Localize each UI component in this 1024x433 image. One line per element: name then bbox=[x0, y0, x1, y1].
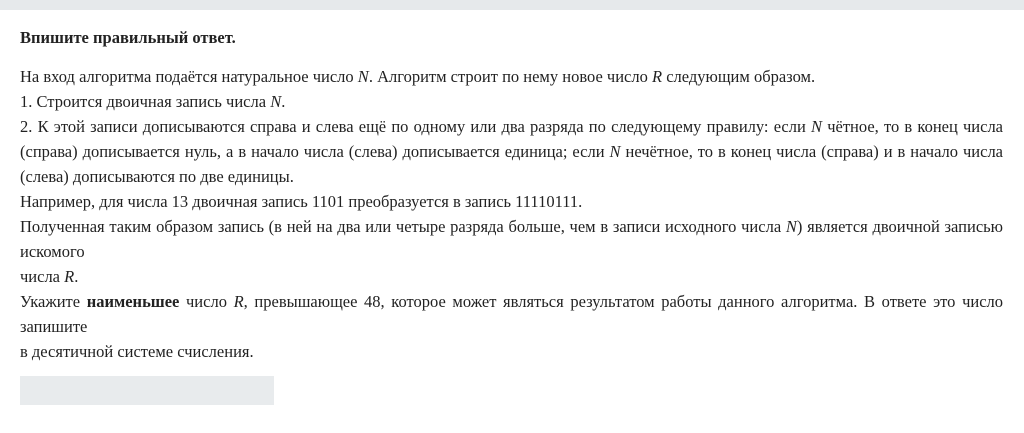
step2-text-3: нечётное, то в конец числа (справа) и в начало числа (слева) дописываются по две единицы. bbox=[20, 142, 1003, 186]
result-end-text-1: числа bbox=[20, 267, 65, 286]
variable-n: N bbox=[785, 217, 797, 236]
variable-n: N bbox=[609, 142, 621, 161]
question-text-1: Укажите bbox=[20, 292, 87, 311]
task-intro bbox=[20, 64, 1003, 89]
task-step-1 bbox=[20, 89, 1003, 114]
step2-text-2: чётное, то в конец числа (справа) дописывается нуль, а в начало числа (слева) дописывается единица; если bbox=[20, 117, 1004, 161]
step1-text-1: 1. Строится двоичная запись числа bbox=[20, 92, 271, 111]
variable-n: N bbox=[270, 92, 282, 111]
task-question bbox=[20, 289, 1003, 339]
question-text-2: число bbox=[179, 292, 234, 311]
step1-text-2: . bbox=[281, 92, 286, 111]
answer-input[interactable] bbox=[20, 376, 274, 405]
task-result-end bbox=[20, 264, 1003, 289]
variable-r: R bbox=[64, 267, 75, 286]
task-example: Например, для числа 13 двоичная запись 1101 преобразуется в запись 11110111. bbox=[20, 192, 583, 211]
variable-n: N bbox=[811, 117, 823, 136]
step2-text-1: 2. К этой записи дописываются справа и слева ещё по одному или два разряда по следующему правилу: если bbox=[20, 117, 812, 136]
result-text-2: ) является двоичной записью искомого bbox=[20, 217, 1004, 261]
intro-text-2: . Алгоритм строит по нему новое число bbox=[368, 67, 652, 86]
variable-r: R bbox=[651, 67, 663, 86]
task-instruction: Впишите правильный ответ. bbox=[20, 28, 236, 47]
variable-r: R bbox=[233, 292, 244, 311]
variable-n: N bbox=[357, 67, 369, 86]
question-emphasis: наименьшее bbox=[86, 292, 180, 311]
task-step-2 bbox=[20, 114, 1003, 189]
question-text-3: , превышающее 48, которое может являться результатом работы данного алгоритма. В ответе это число запишите bbox=[20, 292, 1003, 336]
intro-text-1: На вход алгоритма подаётся натуральное число bbox=[20, 67, 358, 86]
task-question-end: в десятичной системе счисления. bbox=[20, 342, 254, 361]
result-text-1: Полученная таким образом запись (в ней на два или четыре разряда больше, чем в записи исходного числа bbox=[20, 217, 786, 236]
top-bar bbox=[0, 0, 1024, 10]
result-end-text-2: . bbox=[74, 267, 79, 286]
task-result bbox=[20, 214, 1003, 264]
task-content bbox=[20, 25, 1003, 364]
intro-text-3: следующим образом. bbox=[662, 67, 816, 86]
